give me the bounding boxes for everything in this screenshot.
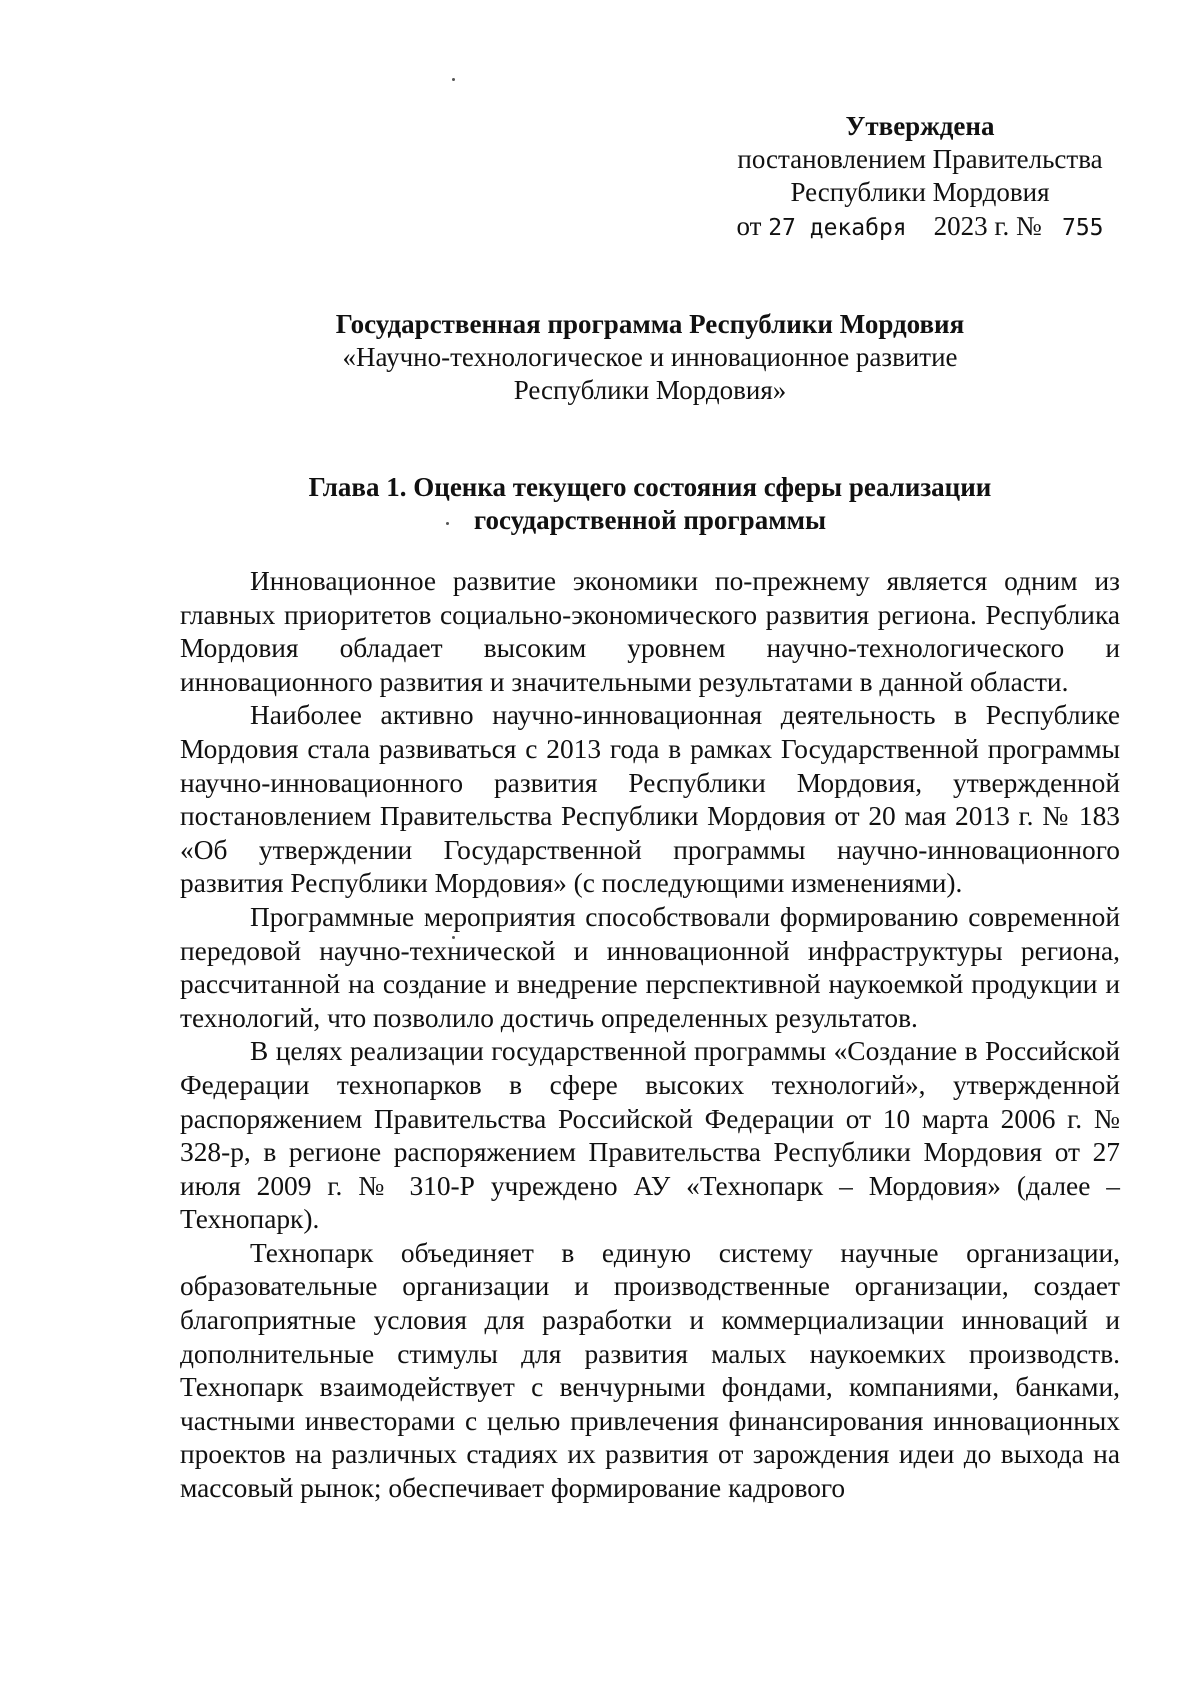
scan-speck: [452, 78, 455, 81]
program-title-line-3: Республики Мордовия»: [513, 375, 787, 405]
paragraph: Наиболее активно научно-инновационная деятельность в Республике Мордовия стала развиваться с 2013 года в рамках Государственной программы научно-инновационного развития Республики Мордовия, утвержденной постановлением Правительства Республики Мордовия от 20 мая 2013 г. № 183 «Об утверждении Государственной программы научно-инновационного развития Республики Мордовия» (с последующими изменениями).: [180, 700, 1120, 899]
chapter-heading-line-2: государственной программы: [473, 505, 827, 535]
approval-date-line: [700, 210, 1140, 245]
paragraph: Инновационное развитие экономики по-прежнему является одним из главных приоритетов социально-экономического развития региона. Республика Мордовия обладает высоким уровнем научно-технологического и инновационного развития и значительными результатами в данной области.: [180, 566, 1120, 697]
program-title-line-1: Государственная программа Республики Мордовия: [335, 309, 965, 339]
chapter-heading: [180, 471, 1120, 537]
paragraph: Программные мероприятия способствовали формированию современной передовой научно-технической и инновационной инфраструктуры региона, рассчитанной на создание и внедрение перспективной наукоемкой продукции и технологий, что позволило достичь определенных результатов.: [180, 901, 1120, 1033]
approval-stamp: [700, 110, 1140, 245]
paragraph: В целях реализации государственной программы «Создание в Российской Федерации технопарков в сфере высоких технологий», утвержденной распоряжением Правительства Российской Федерации от 10 марта 2006 г. № 328-р, в регионе распоряжением Правительства Республики Мордовия от 27 июля 2009 г. № 310-Р учреждено АУ «Технопарк – Мордовия» (далее – Технопарк).: [180, 1036, 1120, 1235]
chapter-heading-line-1: Глава 1. Оценка текущего состояния сферы реализации: [308, 472, 992, 502]
approval-heading: Утверждена: [845, 111, 995, 141]
date-prefix: от: [736, 211, 762, 241]
approval-line-1: постановлением Правительства: [737, 144, 1103, 174]
resolution-number: 755: [1061, 215, 1104, 241]
approval-line-2: Республики Мордовия: [790, 177, 1050, 207]
date-year: 2023 г. №: [933, 211, 1042, 241]
program-title: [180, 308, 1120, 407]
body-text: [180, 565, 1120, 1506]
paragraph: Технопарк объединяет в единую систему научные организации, образовательные организации и производственные организации, создает благоприятные условия для разработки и коммерциализации инноваций и дополнительные стимулы для развития малых наукоемких производств. Технопарк взаимодействует с венчурными фондами, компаниями, банками, частными инвесторами с целью привлечения финансирования инновационных проектов на различных стадиях их развития от зарождения идеи до выхода на массовый рынок; обеспечивает формирование кадрового: [180, 1237, 1120, 1504]
program-title-line-2: «Научно-технологическое и инновационное развитие: [342, 342, 958, 372]
date-handwritten: 27 декабря: [768, 215, 907, 241]
